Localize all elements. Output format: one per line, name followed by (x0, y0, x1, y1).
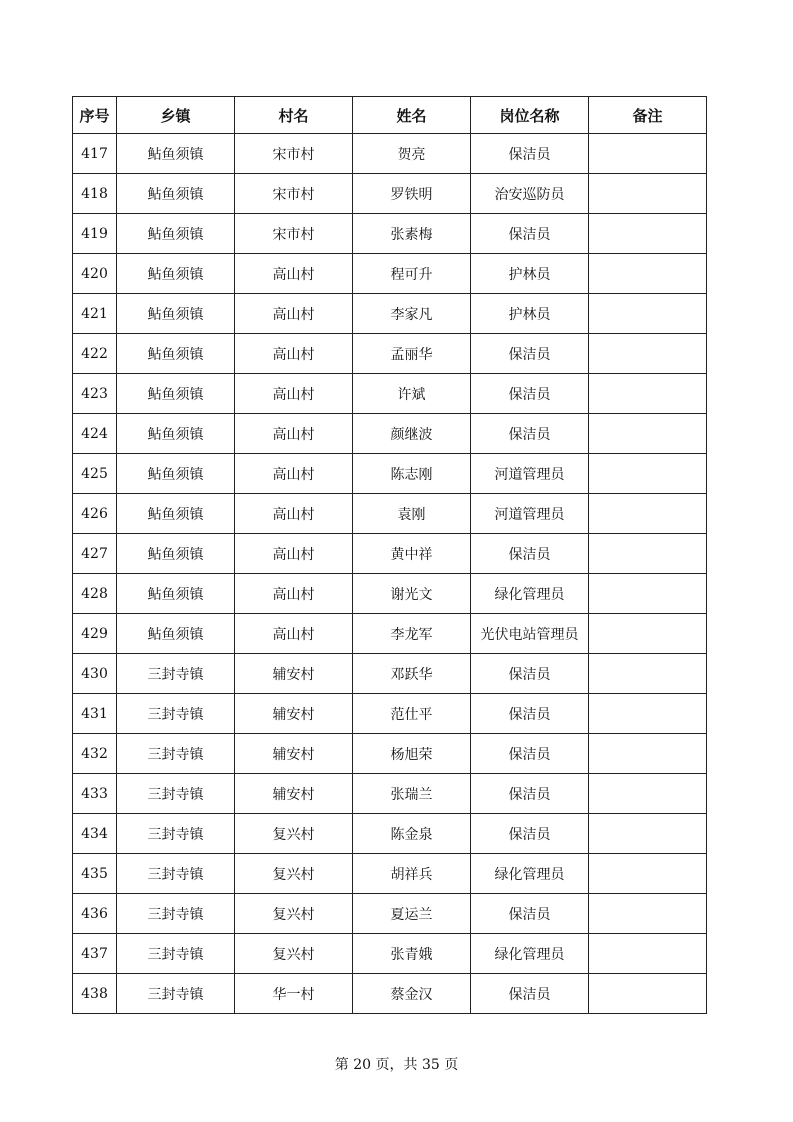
cell-village: 高山村 (235, 334, 353, 374)
cell-serial-number: 428 (73, 574, 117, 614)
table-row (73, 854, 707, 894)
cell-remarks (589, 774, 707, 814)
table-row (73, 334, 707, 374)
cell-name: 张素梅 (353, 214, 471, 254)
cell-name: 谢光文 (353, 574, 471, 614)
table-row (73, 814, 707, 854)
cell-township: 三封寺镇 (117, 854, 235, 894)
cell-position: 护林员 (471, 294, 589, 334)
cell-serial-number: 432 (73, 734, 117, 774)
table-row (73, 534, 707, 574)
cell-position: 保洁员 (471, 414, 589, 454)
cell-serial-number: 433 (73, 774, 117, 814)
cell-township: 鲇鱼须镇 (117, 294, 235, 334)
cell-name: 李家凡 (353, 294, 471, 334)
table-row (73, 254, 707, 294)
cell-name: 袁刚 (353, 494, 471, 534)
cell-township: 鲇鱼须镇 (117, 614, 235, 654)
cell-village: 华一村 (235, 974, 353, 1014)
cell-remarks (589, 414, 707, 454)
cell-township: 鲇鱼须镇 (117, 254, 235, 294)
cell-serial-number: 431 (73, 694, 117, 734)
cell-serial-number: 425 (73, 454, 117, 494)
cell-remarks (589, 334, 707, 374)
cell-serial-number: 429 (73, 614, 117, 654)
cell-name: 黄中祥 (353, 534, 471, 574)
cell-position: 保洁员 (471, 814, 589, 854)
table-body (73, 134, 707, 1014)
cell-township: 三封寺镇 (117, 654, 235, 694)
cell-township: 三封寺镇 (117, 694, 235, 734)
cell-name: 蔡金汉 (353, 974, 471, 1014)
cell-serial-number: 435 (73, 854, 117, 894)
cell-name: 杨旭荣 (353, 734, 471, 774)
cell-position: 保洁员 (471, 734, 589, 774)
cell-village: 复兴村 (235, 894, 353, 934)
table-row (73, 614, 707, 654)
header-name: 姓名 (353, 97, 471, 134)
cell-serial-number: 420 (73, 254, 117, 294)
cell-serial-number: 430 (73, 654, 117, 694)
cell-remarks (589, 934, 707, 974)
header-village: 村名 (235, 97, 353, 134)
cell-position: 绿化管理员 (471, 854, 589, 894)
cell-village: 高山村 (235, 574, 353, 614)
cell-village: 辅安村 (235, 654, 353, 694)
header-serial-number: 序号 (73, 97, 117, 134)
cell-name: 张青娥 (353, 934, 471, 974)
cell-position: 光伏电站管理员 (471, 614, 589, 654)
cell-township: 鲇鱼须镇 (117, 374, 235, 414)
page-footer: 第 20 页，共 35 页 (334, 1057, 459, 1073)
cell-township: 鲇鱼须镇 (117, 174, 235, 214)
cell-name: 贺亮 (353, 134, 471, 174)
cell-township: 三封寺镇 (117, 814, 235, 854)
table-row (73, 374, 707, 414)
cell-position: 护林员 (471, 254, 589, 294)
cell-remarks (589, 974, 707, 1014)
cell-name: 邓跃华 (353, 654, 471, 694)
cell-village: 辅安村 (235, 734, 353, 774)
cell-village: 高山村 (235, 414, 353, 454)
cell-village: 宋市村 (235, 134, 353, 174)
cell-position: 保洁员 (471, 654, 589, 694)
cell-remarks (589, 814, 707, 854)
table-row (73, 774, 707, 814)
cell-position: 保洁员 (471, 134, 589, 174)
cell-position: 保洁员 (471, 774, 589, 814)
cell-serial-number: 423 (73, 374, 117, 414)
cell-position: 河道管理员 (471, 494, 589, 534)
cell-remarks (589, 734, 707, 774)
cell-name: 孟丽华 (353, 334, 471, 374)
cell-village: 高山村 (235, 614, 353, 654)
cell-name: 许斌 (353, 374, 471, 414)
cell-serial-number: 421 (73, 294, 117, 334)
cell-name: 范仕平 (353, 694, 471, 734)
table-row (73, 974, 707, 1014)
cell-village: 宋市村 (235, 174, 353, 214)
cell-serial-number: 417 (73, 134, 117, 174)
cell-remarks (589, 574, 707, 614)
table-row (73, 414, 707, 454)
cell-village: 高山村 (235, 254, 353, 294)
cell-remarks (589, 694, 707, 734)
cell-remarks (589, 134, 707, 174)
cell-village: 宋市村 (235, 214, 353, 254)
cell-name: 夏运兰 (353, 894, 471, 934)
cell-village: 复兴村 (235, 934, 353, 974)
cell-serial-number: 419 (73, 214, 117, 254)
cell-name: 胡祥兵 (353, 854, 471, 894)
cell-serial-number: 418 (73, 174, 117, 214)
cell-name: 颜继波 (353, 414, 471, 454)
cell-name: 李龙军 (353, 614, 471, 654)
cell-village: 高山村 (235, 534, 353, 574)
cell-township: 鲇鱼须镇 (117, 334, 235, 374)
cell-remarks (589, 454, 707, 494)
cell-remarks (589, 294, 707, 334)
cell-remarks (589, 534, 707, 574)
cell-township: 三封寺镇 (117, 974, 235, 1014)
table-row (73, 894, 707, 934)
cell-remarks (589, 214, 707, 254)
cell-position: 保洁员 (471, 534, 589, 574)
cell-name: 罗铁明 (353, 174, 471, 214)
cell-serial-number: 422 (73, 334, 117, 374)
cell-serial-number: 426 (73, 494, 117, 534)
header-remarks: 备注 (589, 97, 707, 134)
table-row (73, 654, 707, 694)
personnel-table (72, 96, 707, 1014)
table-row (73, 694, 707, 734)
cell-position: 河道管理员 (471, 454, 589, 494)
cell-serial-number: 438 (73, 974, 117, 1014)
table-row (73, 294, 707, 334)
cell-township: 鲇鱼须镇 (117, 414, 235, 454)
cell-name: 程可升 (353, 254, 471, 294)
cell-township: 鲇鱼须镇 (117, 494, 235, 534)
cell-township: 三封寺镇 (117, 934, 235, 974)
header-township: 乡镇 (117, 97, 235, 134)
cell-position: 保洁员 (471, 374, 589, 414)
cell-name: 张瑞兰 (353, 774, 471, 814)
table-row (73, 174, 707, 214)
cell-remarks (589, 614, 707, 654)
cell-village: 高山村 (235, 494, 353, 534)
cell-remarks (589, 374, 707, 414)
cell-serial-number: 437 (73, 934, 117, 974)
cell-township: 鲇鱼须镇 (117, 534, 235, 574)
cell-township: 三封寺镇 (117, 894, 235, 934)
cell-township: 三封寺镇 (117, 774, 235, 814)
header-position: 岗位名称 (471, 97, 589, 134)
cell-serial-number: 424 (73, 414, 117, 454)
table-row (73, 454, 707, 494)
cell-village: 复兴村 (235, 814, 353, 854)
cell-village: 高山村 (235, 374, 353, 414)
table-row (73, 494, 707, 534)
table-header-row (73, 97, 707, 134)
cell-serial-number: 434 (73, 814, 117, 854)
cell-remarks (589, 854, 707, 894)
cell-position: 保洁员 (471, 214, 589, 254)
cell-position: 治安巡防员 (471, 174, 589, 214)
cell-position: 保洁员 (471, 334, 589, 374)
cell-township: 鲇鱼须镇 (117, 454, 235, 494)
cell-village: 高山村 (235, 454, 353, 494)
cell-position: 绿化管理员 (471, 934, 589, 974)
cell-township: 鲇鱼须镇 (117, 574, 235, 614)
cell-village: 复兴村 (235, 854, 353, 894)
cell-township: 鲇鱼须镇 (117, 214, 235, 254)
cell-remarks (589, 494, 707, 534)
table-row (73, 134, 707, 174)
cell-remarks (589, 174, 707, 214)
cell-serial-number: 427 (73, 534, 117, 574)
cell-village: 辅安村 (235, 774, 353, 814)
cell-township: 鲇鱼须镇 (117, 134, 235, 174)
cell-position: 保洁员 (471, 694, 589, 734)
cell-position: 保洁员 (471, 894, 589, 934)
table-row (73, 734, 707, 774)
table-row (73, 214, 707, 254)
cell-position: 保洁员 (471, 974, 589, 1014)
cell-township: 三封寺镇 (117, 734, 235, 774)
cell-serial-number: 436 (73, 894, 117, 934)
table-row (73, 574, 707, 614)
cell-position: 绿化管理员 (471, 574, 589, 614)
cell-name: 陈志刚 (353, 454, 471, 494)
cell-remarks (589, 894, 707, 934)
cell-remarks (589, 254, 707, 294)
table-row (73, 934, 707, 974)
cell-name: 陈金泉 (353, 814, 471, 854)
cell-remarks (589, 654, 707, 694)
cell-village: 高山村 (235, 294, 353, 334)
cell-village: 辅安村 (235, 694, 353, 734)
